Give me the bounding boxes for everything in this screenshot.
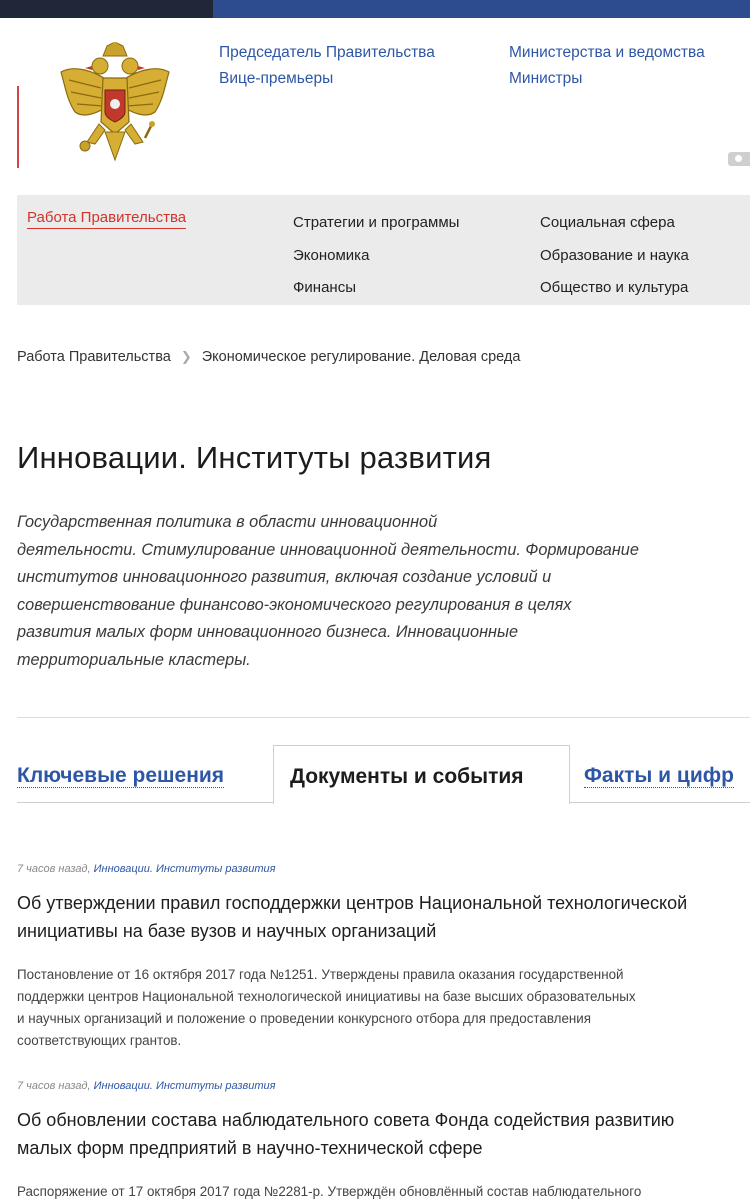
news-title-line: Об утверждении правил господдержки центров Национальной технологической — [17, 893, 688, 913]
lead-line: институтов инновационного развития, включая создание условий и — [17, 568, 552, 586]
news-time: 7 часов назад, — [17, 1080, 91, 1092]
news-item — [17, 863, 733, 1052]
news-tag-link[interactable]: Инновации. Институты развития — [93, 863, 276, 875]
news-desc-line: и научных организаций и положение о проведении конкурсного отбора для предоставления — [17, 1011, 592, 1026]
news-meta — [17, 863, 733, 875]
lead-line: развития малых форм инновационного бизнеса. Инновационные — [17, 623, 519, 641]
tab-key-decisions[interactable] — [17, 764, 224, 822]
news-title-line: инициативы на базе вузов и научных организаций — [17, 921, 437, 941]
tab-key-decisions-label: Ключевые решения — [17, 764, 225, 787]
nav-item-government-work[interactable]: Работа Правительства — [27, 209, 186, 229]
news-title-link[interactable] — [17, 1106, 733, 1162]
tab-facts[interactable] — [584, 764, 734, 822]
news-item — [17, 1080, 733, 1200]
lead-line: Государственная политика в области инновационной — [17, 513, 438, 531]
news-tag-link[interactable]: Инновации. Институты развития — [93, 1080, 276, 1092]
news-title-line: малых форм предприятий в научно-технической сфере — [17, 1138, 483, 1158]
news-meta — [17, 1080, 733, 1092]
breadcrumb-root[interactable]: Работа Правительства — [17, 349, 171, 365]
main-navigation — [17, 195, 750, 305]
section-divider — [17, 717, 750, 718]
header-links-ministries — [509, 40, 705, 92]
news-desc-line: поддержки центров Национальной технологической инициативы на базе высших образовательных — [17, 989, 636, 1004]
lead-line: территориальные кластеры. — [17, 650, 251, 669]
breadcrumb — [17, 349, 520, 365]
chevron-right-icon: ❯ — [180, 349, 192, 364]
news-desc-line: Распоряжение от 17 октября 2017 года №2281-р. Утверждён обновлённый состав наблюдательного — [17, 1184, 642, 1199]
news-description — [17, 964, 733, 1052]
nav-item-culture[interactable]: Общество и культура — [540, 279, 689, 296]
tab-documents-events[interactable]: Документы и события — [273, 745, 570, 804]
page-lead-text — [17, 509, 733, 674]
camera-icon[interactable] — [728, 152, 750, 166]
link-chairman[interactable]: Председатель Правительства — [219, 44, 435, 61]
nav-item-economy[interactable]: Экономика — [293, 246, 370, 264]
tab-facts-label: Факты и цифр — [584, 764, 734, 787]
nav-item-education[interactable]: Образование и наука — [540, 246, 689, 264]
coat-of-arms-emblem-icon[interactable] — [55, 42, 175, 168]
news-title-line: Об обновлении состава наблюдательного совета Фонда содействия развитию — [17, 1110, 675, 1130]
breadcrumb-current[interactable]: Экономическое регулирование. Деловая среда — [201, 349, 521, 365]
news-description — [17, 1181, 733, 1200]
nav-column-2 — [293, 207, 459, 305]
news-desc-line: соответствующих грантов. — [17, 1033, 182, 1048]
top-bar — [0, 0, 750, 18]
lead-line: совершенствование финансово-экономического регулирования в целях — [17, 595, 572, 614]
link-ministers[interactable]: Министры — [509, 70, 583, 87]
link-ministries[interactable]: Министерства и ведомства — [509, 44, 705, 61]
lead-line: деятельности. Стимулирование инновационной деятельности. Формирование — [17, 540, 639, 559]
top-bar-dark-segment — [0, 0, 213, 18]
news-title-link[interactable] — [17, 889, 733, 945]
nav-column-3 — [540, 207, 689, 305]
header-accent-line — [17, 86, 19, 168]
news-desc-line: Постановление от 16 октября 2017 года №1251. Утверждены правила оказания государственной — [17, 967, 624, 982]
header-links-government — [219, 40, 435, 92]
nav-item-social[interactable]: Социальная сфера — [540, 214, 675, 231]
news-time: 7 часов назад, — [17, 863, 91, 875]
site-header — [0, 18, 750, 190]
nav-item-finance[interactable]: Финансы — [293, 279, 356, 296]
link-vice-premiers[interactable]: Вице-премьеры — [219, 70, 334, 87]
nav-item-strategies[interactable]: Стратегии и программы — [293, 214, 460, 231]
page-title: Инновации. Институты развития — [17, 440, 492, 475]
content-tabs — [0, 745, 750, 805]
